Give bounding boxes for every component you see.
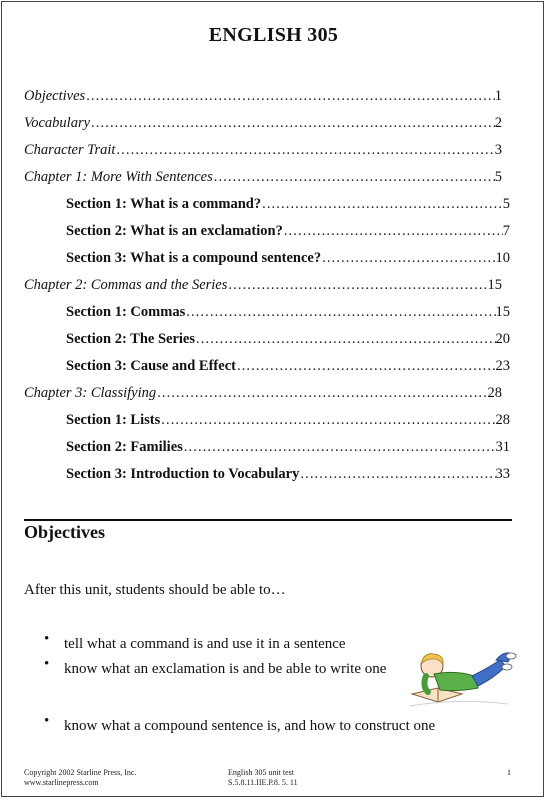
- list-item: [44, 656, 394, 683]
- toc-page-number: 3: [494, 142, 502, 158]
- toc-entry-label: Vocabulary: [24, 115, 91, 131]
- toc-page-number: 10: [495, 250, 510, 266]
- toc-chapter-entry: [24, 115, 502, 135]
- objectives-intro: After this unit, students should be able to…: [24, 582, 286, 598]
- toc-page-number: 20: [495, 331, 510, 347]
- toc-chapter-entry: [24, 142, 502, 162]
- toc-entry-label: Section 1: Lists: [66, 412, 161, 428]
- toc-leader-dots: [236, 358, 496, 375]
- objective-text: tell what a command is and use it in a sentence: [64, 636, 346, 652]
- list-item: [44, 631, 394, 658]
- toc-section-entry: [66, 466, 510, 486]
- toc-leader-dots: [283, 223, 503, 240]
- footer-copyright: Copyright 2002 Starline Press, Inc.: [24, 768, 137, 777]
- toc-section-entry: [66, 412, 510, 432]
- toc-entry-label: Section 1: Commas: [66, 304, 186, 320]
- bullet-icon: •: [44, 656, 50, 672]
- objectives-heading: Objectives: [24, 522, 105, 542]
- toc-leader-dots: [261, 196, 503, 213]
- toc-page-number: 5: [502, 196, 510, 212]
- toc-section-entry: [66, 304, 510, 324]
- toc-page-number: 33: [495, 466, 510, 482]
- toc-page-number: 28: [495, 412, 510, 428]
- objective-text: know what a compound sentence is, and how to construct one: [64, 718, 436, 734]
- toc-page-number: 31: [495, 439, 510, 455]
- toc-entry-label: Chapter 1: More With Sentences: [24, 169, 213, 185]
- toc-leader-dots: [227, 277, 487, 294]
- page-title: ENGLISH 305: [208, 24, 339, 46]
- toc-leader-dots: [321, 250, 495, 267]
- toc-page-number: 15: [487, 277, 502, 293]
- toc-leader-dots: [299, 466, 495, 483]
- toc-leader-dots: [213, 169, 495, 186]
- toc-entry-label: Section 1: What is a command?: [66, 196, 262, 212]
- toc-leader-dots: [90, 115, 495, 132]
- toc-section-entry: [66, 223, 510, 243]
- toc-page-number: 1: [494, 88, 502, 104]
- toc-section-entry: [66, 196, 510, 216]
- toc-page-number: 15: [495, 304, 510, 320]
- footer-document-info: [228, 768, 298, 788]
- toc-page-number: 7: [502, 223, 510, 239]
- toc-entry-label: Objectives: [24, 88, 86, 104]
- toc-entry-label: Chapter 3: Classifying: [24, 385, 157, 401]
- footer-page-number: 1: [507, 768, 511, 777]
- toc-section-entry: [66, 358, 510, 378]
- toc-entry-label: Section 2: What is an exclamation?: [66, 223, 283, 239]
- toc-entry-label: Section 2: The Series: [66, 331, 196, 347]
- toc-chapter-entry: [24, 277, 502, 297]
- toc-leader-dots: [195, 331, 495, 348]
- toc-entry-label: Section 3: Introduction to Vocabulary: [66, 466, 300, 482]
- toc-leader-dots: [156, 385, 487, 402]
- toc-chapter-entry: [24, 169, 502, 189]
- footer-code: S.5.8.11.IIE.P.8. 5. 11: [228, 778, 298, 787]
- toc-page-number: 23: [495, 358, 510, 374]
- toc-entry-label: Character Trait: [24, 142, 116, 158]
- toc-leader-dots: [183, 439, 496, 456]
- toc-chapter-entry: [24, 385, 502, 405]
- child-reading-illustration: [408, 646, 518, 716]
- toc-page-number: 5: [494, 169, 502, 185]
- footer-publisher: [24, 768, 136, 788]
- bullet-icon: •: [44, 631, 50, 647]
- toc-leader-dots: [160, 412, 495, 429]
- footer-website: www.starlinepress.com: [24, 778, 99, 787]
- footer-doc-name: English 305 unit test: [228, 768, 294, 777]
- toc-leader-dots: [85, 88, 495, 105]
- toc-page-number: 2: [494, 115, 502, 131]
- toc-page-number: 28: [487, 385, 502, 401]
- toc-section-entry: [66, 250, 510, 270]
- toc-entry-label: Section 3: What is a compound sentence?: [66, 250, 322, 266]
- section-divider: [24, 519, 512, 521]
- toc-entry-label: Chapter 2: Commas and the Series: [24, 277, 228, 293]
- toc-leader-dots: [185, 304, 495, 321]
- list-item: [44, 713, 484, 740]
- toc-entry-label: Section 2: Families: [66, 439, 183, 455]
- toc-section-entry: [66, 439, 510, 459]
- toc-chapter-entry: [24, 88, 502, 108]
- toc-entry-label: Section 3: Cause and Effect: [66, 358, 236, 374]
- toc-section-entry: [66, 331, 510, 351]
- bullet-icon: •: [44, 713, 50, 729]
- objective-text: know what an exclamation is and be able to write one: [64, 661, 387, 677]
- toc-leader-dots: [115, 142, 494, 159]
